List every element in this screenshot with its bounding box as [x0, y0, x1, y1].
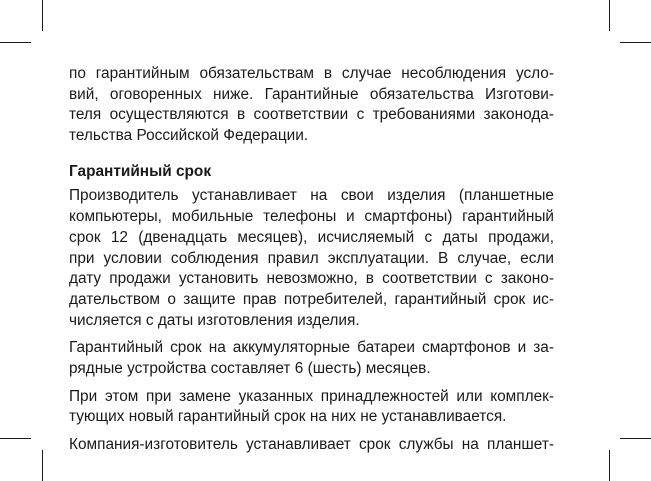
paragraph-service-life: [69, 435, 554, 456]
crop-mark-bottom-right-horizontal: [620, 438, 651, 439]
page-content: [69, 64, 554, 463]
paragraph-replacement-parts: [69, 387, 554, 428]
crop-mark-top-left-horizontal: [0, 42, 31, 43]
crop-mark-bottom-right-vertical: [609, 450, 610, 481]
text-line: при условии соблюдения правил эксплуатации. В случае, если: [69, 249, 554, 267]
paragraph-battery-warranty: [69, 338, 554, 379]
text-line: теля осуществляются в соответствии с требованиями законода-: [69, 106, 554, 124]
section-heading: Гарантийный срок: [69, 162, 212, 180]
crop-mark-top-right-vertical: [609, 0, 610, 31]
text-line: тующих новый гарантийный срок на них не устанавливается.: [69, 408, 507, 426]
text-line: дательством о защите прав потребителей, гарантийный срок ис-: [69, 290, 554, 308]
text-line: дату продажи установить невозможно, в соответствии с законо-: [69, 270, 554, 288]
crop-mark-bottom-left-vertical: [42, 450, 43, 481]
text-line: вий, оговоренных ниже. Гарантийные обязательства Изготови-: [69, 85, 554, 103]
text-line: числяется с даты изготовления изделия.: [69, 311, 360, 329]
text-line: Гарантийный срок на аккумуляторные батареи смартфонов и за-: [69, 339, 554, 357]
text-line: компьютеры, мобильные телефоны и смартфоны) гарантийный: [69, 208, 554, 226]
crop-mark-top-left-vertical: [42, 0, 43, 31]
text-line: Компания-изготовитель устанавливает срок службы на планшет-: [69, 436, 554, 454]
paragraph-warranty-period: [69, 186, 554, 331]
text-line: тельства Российской Федерации.: [69, 127, 309, 145]
text-line: При этом при замене указанных принадлежностей или комплек-: [69, 387, 554, 405]
paragraph-warranty-obligations: [69, 64, 554, 147]
crop-mark-top-right-horizontal: [620, 42, 651, 43]
text-line: по гарантийным обязательствам в случае несоблюдения усло-: [69, 65, 554, 82]
text-line: срок 12 (двенадцать месяцев), исчисляемый с даты продажи,: [69, 228, 554, 246]
crop-mark-bottom-left-horizontal: [0, 438, 31, 439]
text-line: Производитель устанавливает на свои изделия (планшетные: [69, 187, 554, 205]
text-line: рядные устройства составляет 6 (шесть) месяцев.: [69, 359, 431, 377]
